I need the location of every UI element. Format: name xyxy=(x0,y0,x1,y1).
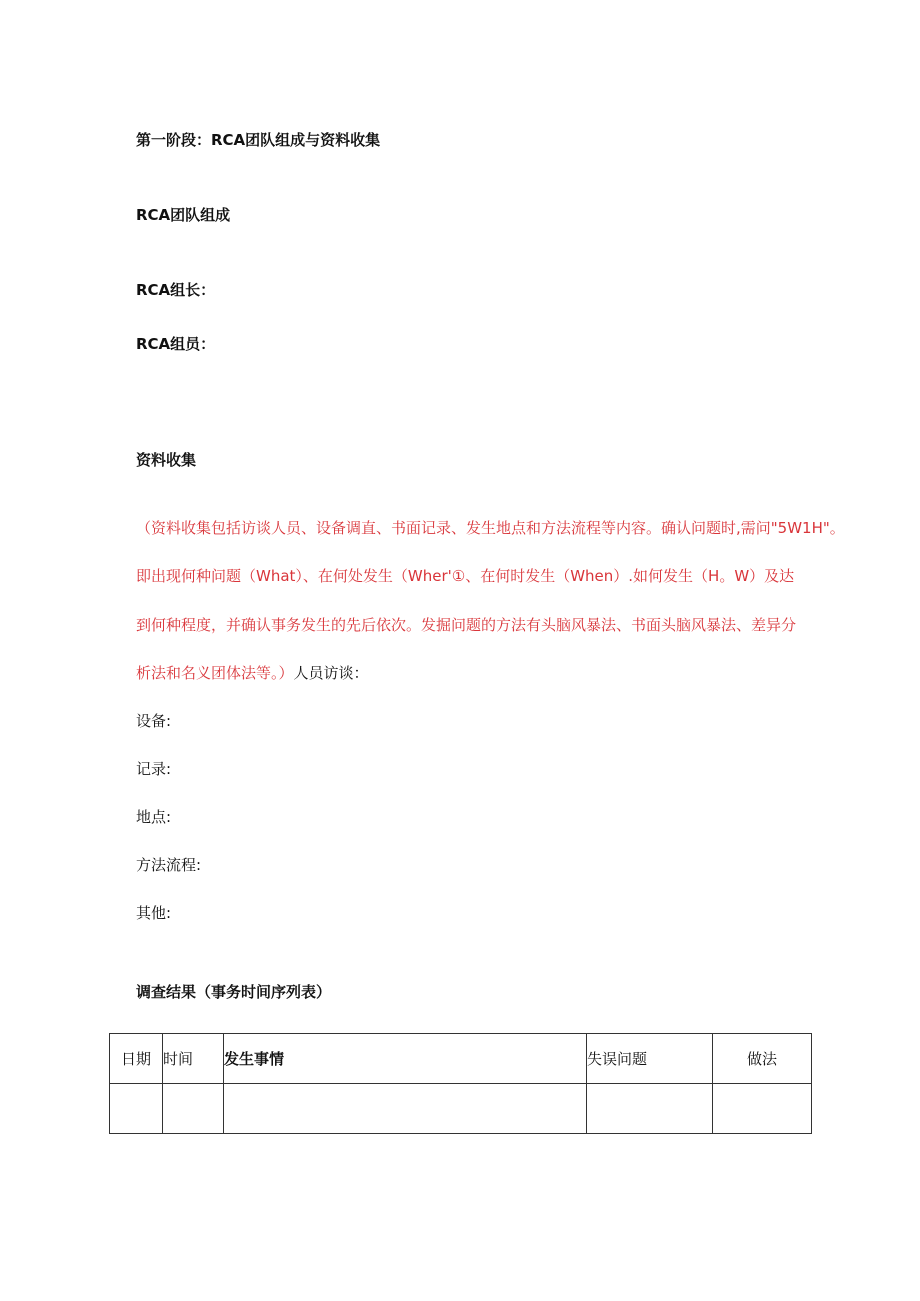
instruction-line: 即出现何种问题（What）、在何处发生（Wher'①、在何时发生（When）.如何发生（H。W）及达 xyxy=(136,567,795,585)
instruction-line: 析法和名义团体法等。） xyxy=(136,664,294,682)
column-header-error: 失误问题 xyxy=(587,1034,713,1084)
collection-heading: 资料收集 xyxy=(136,451,197,469)
stage-title: 第一阶段：RCA团队组成与资料收集 xyxy=(136,131,381,149)
table-cell xyxy=(224,1084,587,1134)
results-heading: 调查结果（事务时间序列表） xyxy=(136,983,332,1001)
team-member-label: RCA组员： xyxy=(136,335,216,353)
collection-instructions xyxy=(136,518,845,688)
table-header-row xyxy=(110,1034,812,1084)
table-cell xyxy=(110,1084,163,1134)
field-records: 记录: xyxy=(136,760,172,778)
field-other: 其他: xyxy=(136,904,172,922)
interview-label: 人员访谈： xyxy=(293,664,369,682)
instruction-line: 到何种程度，并确认事务发生的先后依次。发掘问题的方法有头脑风暴法、书面头脑风暴法、差异分 xyxy=(136,616,797,634)
field-location: 地点: xyxy=(136,808,172,826)
column-header-method: 做法 xyxy=(713,1034,812,1084)
column-header-event: 发生事情 xyxy=(224,1034,587,1084)
team-heading: RCA团队组成 xyxy=(136,206,231,224)
field-equipment: 设备: xyxy=(136,712,172,730)
field-method-process: 方法流程: xyxy=(136,856,202,874)
column-header-date: 日期 xyxy=(110,1034,163,1084)
instruction-line: （资料收集包括访谈人员、设备调直、书面记录、发生地点和方法流程等内容。确认问题时,需问"5W1H"。 xyxy=(136,519,845,537)
table-cell xyxy=(713,1084,812,1134)
table-row xyxy=(110,1084,812,1134)
column-header-time: 时间 xyxy=(163,1034,224,1084)
event-timeline-table xyxy=(109,1033,812,1134)
table-cell xyxy=(163,1084,224,1134)
team-leader-label: RCA组长： xyxy=(136,281,216,299)
table-cell xyxy=(587,1084,713,1134)
instruction-last-line xyxy=(136,663,369,683)
